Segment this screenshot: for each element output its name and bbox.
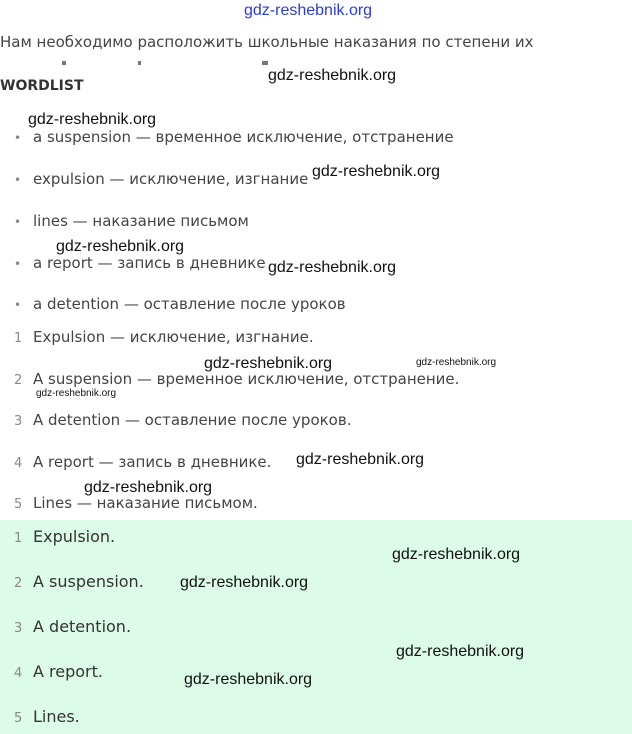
- bullet-icon: •: [14, 215, 22, 229]
- ordered-item: [14, 411, 351, 429]
- answer-item: [14, 527, 115, 546]
- wordlist-item: [14, 295, 346, 313]
- item-number: 2: [14, 576, 23, 591]
- ordered-item: [14, 453, 271, 471]
- answer-item: [14, 662, 103, 681]
- answer-item: [14, 707, 80, 726]
- answer-item: [14, 572, 144, 591]
- item-number: 5: [14, 497, 23, 512]
- watermark: gdz-reshebnik.org: [28, 111, 157, 128]
- answer-item-text: Expulsion.: [33, 527, 116, 546]
- wordlist-item-text: a report — запись в дневнике: [33, 254, 266, 272]
- watermark: gdz-reshebnik.org: [416, 357, 497, 368]
- wordlist-item: [14, 170, 308, 188]
- wordlist-title: WORDLIST: [0, 78, 84, 94]
- site-header-link[interactable]: gdz-reshebnik.org: [244, 2, 373, 19]
- wordlist-item: [14, 128, 454, 146]
- watermark: gdz-reshebnik.org: [268, 259, 397, 276]
- text-fragment: [62, 61, 66, 65]
- item-number: 5: [14, 711, 23, 726]
- watermark: gdz-reshebnik.org: [312, 163, 441, 180]
- watermark: gdz-reshebnik.org: [396, 643, 525, 660]
- watermark: gdz-reshebnik.org: [56, 238, 185, 255]
- answer-item-text: Lines.: [33, 707, 80, 726]
- wordlist-item-text: a detention — оставление после уроков: [33, 295, 346, 313]
- wordlist-item: [14, 212, 249, 230]
- watermark: gdz-reshebnik.org: [184, 671, 313, 688]
- bullet-icon: •: [14, 173, 22, 187]
- text-fragment: [262, 61, 268, 65]
- intro-text: Нам необходимо расположить школьные наказания по степени их: [0, 33, 534, 51]
- watermark: gdz-reshebnik.org: [268, 67, 397, 84]
- wordlist-item-text: a suspension — временное исключение, отстранение: [33, 128, 454, 146]
- bullet-icon: •: [14, 298, 22, 312]
- item-number: 4: [14, 456, 23, 471]
- bullet-icon: •: [14, 257, 22, 271]
- ordered-item-text: A detention — оставление после уроков.: [33, 411, 352, 429]
- watermark: gdz-reshebnik.org: [36, 388, 117, 399]
- item-number: 1: [14, 331, 23, 346]
- item-number: 3: [14, 621, 23, 636]
- wordlist-item-text: expulsion — исключение, изгнание: [33, 170, 309, 188]
- watermark: gdz-reshebnik.org: [392, 546, 521, 563]
- ordered-item: [14, 328, 314, 346]
- wordlist-item: [14, 254, 266, 272]
- watermark: gdz-reshebnik.org: [180, 574, 309, 591]
- bullet-icon: •: [14, 131, 22, 145]
- answer-item-text: A report.: [33, 662, 103, 681]
- item-number: 2: [14, 373, 23, 388]
- watermark: gdz-reshebnik.org: [204, 355, 333, 372]
- ordered-item-text: Expulsion — исключение, изгнание.: [33, 328, 314, 346]
- item-number: 3: [14, 414, 23, 429]
- watermark: gdz-reshebnik.org: [84, 479, 213, 496]
- wordlist-item-text: lines — наказание письмом: [33, 212, 249, 230]
- ordered-item-text: A suspension — временное исключение, отстранение.: [33, 370, 460, 388]
- answer-item: [14, 617, 131, 636]
- answer-item-text: A detention.: [33, 617, 132, 636]
- watermark: gdz-reshebnik.org: [296, 451, 425, 468]
- item-number: 1: [14, 531, 23, 546]
- text-fragment: [138, 61, 141, 65]
- answer-item-text: A suspension.: [33, 572, 144, 591]
- ordered-item-text: Lines — наказание письмом.: [33, 494, 258, 512]
- ordered-item-text: A report — запись в дневнике.: [33, 453, 272, 471]
- item-number: 4: [14, 666, 23, 681]
